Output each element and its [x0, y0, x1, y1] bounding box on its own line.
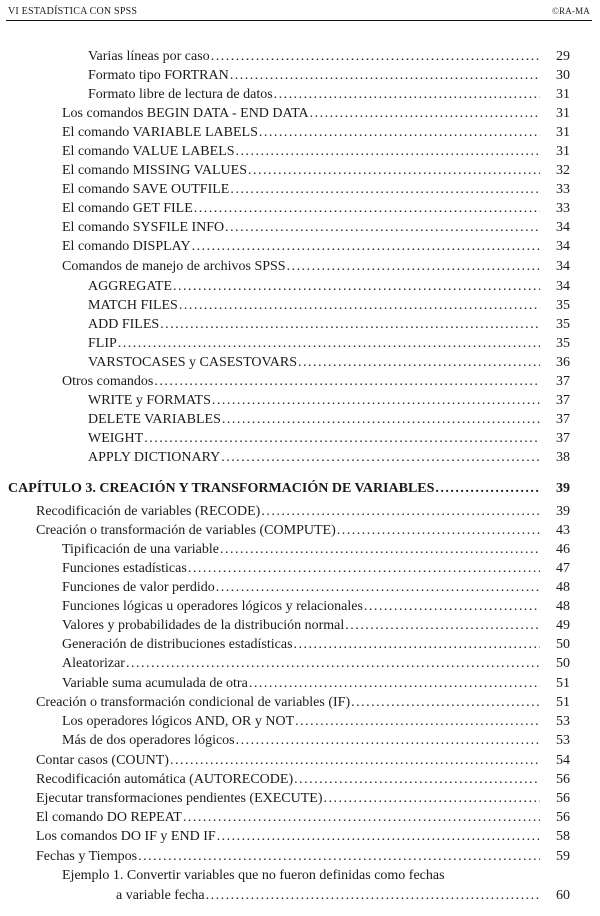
entry-title: Funciones lógicas u operadores lógicos y relacionales	[62, 599, 363, 614]
entry-title: Funciones estadísticas	[62, 561, 187, 576]
entry-title: Formato libre de lectura de datos	[88, 87, 273, 102]
page-number: 60	[556, 888, 570, 903]
dot-leader	[274, 87, 540, 103]
entry-title: AGGREGATE	[88, 279, 172, 294]
page-number: 51	[556, 695, 570, 710]
toc-entry[interactable]	[88, 390, 570, 409]
entry-title: ADD FILES	[88, 317, 160, 332]
entry-title: Recodificación automática (AUTORECODE)	[36, 772, 294, 787]
toc-entry[interactable]	[88, 428, 570, 447]
entry-title: Valores y probabilidades de la distribución normal	[62, 618, 345, 633]
entry-title: a variable fecha	[116, 888, 205, 903]
toc-chapter-heading[interactable]	[8, 478, 570, 497]
dot-leader	[248, 163, 540, 179]
toc-entry[interactable]	[88, 276, 570, 295]
entry-title: Comandos de manejo de archivos SPSS	[62, 259, 286, 274]
page-number: 43	[556, 523, 570, 538]
toc-entry[interactable]	[36, 520, 570, 539]
entry-title: Varias líneas por caso	[88, 49, 210, 64]
entry-title: Ejemplo 1. Convertir variables que no fueron definidas como fechas	[62, 868, 445, 883]
page-number: 47	[556, 561, 570, 576]
dot-leader	[212, 393, 540, 409]
entry-title: FLIP	[88, 336, 117, 351]
dot-leader	[249, 676, 540, 692]
toc-entry[interactable]	[62, 730, 570, 749]
page-number: 39	[556, 504, 570, 519]
toc-entry[interactable]	[88, 84, 570, 103]
entry-title: El comando DO REPEAT	[36, 810, 182, 825]
page-number: 35	[556, 298, 570, 313]
page-number: 36	[556, 355, 570, 370]
entry-title: WRITE y FORMATS	[88, 393, 211, 408]
toc-entry[interactable]	[62, 217, 570, 236]
entry-title: Los comandos DO IF y END IF	[36, 829, 216, 844]
running-header	[6, 6, 592, 21]
page-number: 35	[556, 317, 570, 332]
entry-title: El comando VARIABLE LABELS	[62, 125, 258, 140]
page-number: 38	[556, 450, 570, 465]
toc-entry[interactable]	[62, 103, 570, 122]
entry-title: Creación o transformación condicional de variables (IF)	[36, 695, 351, 710]
dot-leader	[221, 450, 540, 466]
toc-entry[interactable]	[88, 65, 570, 84]
toc-entry[interactable]	[62, 371, 570, 390]
toc-entry[interactable]	[36, 769, 570, 788]
dot-leader	[220, 542, 540, 558]
page-number: 53	[556, 733, 570, 748]
dot-leader	[225, 220, 540, 236]
toc-entry[interactable]	[88, 333, 570, 352]
toc-entry[interactable]	[88, 409, 570, 428]
entry-title: CAPÍTULO 3. CREACIÓN Y TRANSFORMACIÓN DE VARIABLES	[8, 481, 435, 496]
toc-entry[interactable]	[88, 46, 570, 65]
entry-title: El comando GET FILE	[62, 201, 193, 216]
entry-title: WEIGHT	[88, 431, 144, 446]
toc-entry[interactable]	[62, 653, 570, 672]
page-number: 48	[556, 580, 570, 595]
dot-leader	[188, 561, 540, 577]
dot-leader	[170, 753, 540, 769]
dot-leader	[261, 504, 540, 520]
page-number: 29	[556, 49, 570, 64]
toc-entry[interactable]	[62, 141, 570, 160]
toc-entry-line2[interactable]	[116, 885, 570, 904]
dot-leader	[259, 125, 540, 141]
entry-title: Recodificación de variables (RECODE)	[36, 504, 261, 519]
page-number: 46	[556, 542, 570, 557]
entry-title: El comando SYSFILE INFO	[62, 220, 225, 235]
dot-leader	[295, 714, 540, 730]
dot-leader	[294, 772, 540, 788]
dot-leader	[294, 637, 540, 653]
page-number: 54	[556, 753, 570, 768]
dot-leader	[230, 182, 540, 198]
dot-leader	[179, 298, 540, 314]
toc-entry-line1[interactable]	[62, 865, 570, 884]
entry-title: Creación o transformación de variables (COMPUTE)	[36, 523, 336, 538]
page-number: 31	[556, 144, 570, 159]
dot-leader	[126, 656, 540, 672]
toc-entry[interactable]	[62, 539, 570, 558]
page-number: 56	[556, 791, 570, 806]
page-number: 32	[556, 163, 570, 178]
page-number: 33	[556, 201, 570, 216]
entry-title: Formato tipo FORTRAN	[88, 68, 229, 83]
page-number: 58	[556, 829, 570, 844]
dot-leader	[222, 412, 540, 428]
toc-entry[interactable]	[88, 447, 570, 466]
page-number: 37	[556, 393, 570, 408]
page-number: 50	[556, 637, 570, 652]
page-number: 37	[556, 374, 570, 389]
entry-title: Más de dos operadores lógicos	[62, 733, 235, 748]
toc-entry[interactable]	[62, 673, 570, 692]
entry-title: Otros comandos	[62, 374, 154, 389]
dot-leader	[435, 481, 540, 497]
dot-leader	[118, 336, 540, 352]
dot-leader	[154, 374, 540, 390]
toc-entry[interactable]	[62, 160, 570, 179]
entry-title: Contar casos (COUNT)	[36, 753, 169, 768]
toc-entry[interactable]	[36, 846, 570, 865]
toc-entry[interactable]	[36, 826, 570, 845]
entry-title: El comando DISPLAY	[62, 239, 191, 254]
page-number: 30	[556, 68, 570, 83]
toc-entry[interactable]	[88, 314, 570, 333]
toc-entry[interactable]	[62, 236, 570, 255]
toc-entry[interactable]	[62, 596, 570, 615]
toc-entry[interactable]	[36, 750, 570, 769]
dot-leader	[138, 849, 540, 865]
header-book-title: VI ESTADÍSTICA CON SPSS	[8, 6, 138, 17]
dot-leader	[183, 810, 540, 826]
toc-entry[interactable]	[62, 634, 570, 653]
dot-leader	[160, 317, 540, 333]
dot-leader	[194, 201, 540, 217]
toc-entry[interactable]	[36, 501, 570, 520]
entry-title: Variable suma acumulada de otra	[62, 676, 248, 691]
dot-leader	[364, 599, 540, 615]
entry-title: APPLY DICTIONARY	[88, 450, 221, 465]
dot-leader	[351, 695, 540, 711]
dot-leader	[324, 791, 540, 807]
toc-entry[interactable]	[62, 577, 570, 596]
page-number: 34	[556, 239, 570, 254]
toc-entry[interactable]	[62, 558, 570, 577]
page-number: 33	[556, 182, 570, 197]
page-number: 56	[556, 772, 570, 787]
entry-title: Los comandos BEGIN DATA - END DATA	[62, 106, 309, 121]
entry-title: El comando VALUE LABELS	[62, 144, 235, 159]
entry-title: Funciones de valor perdido	[62, 580, 215, 595]
page-number: 37	[556, 431, 570, 446]
page-number: 59	[556, 849, 570, 864]
page-number: 53	[556, 714, 570, 729]
dot-leader	[144, 431, 540, 447]
dot-leader	[216, 580, 540, 596]
toc-entry[interactable]	[36, 807, 570, 826]
entry-title: Fechas y Tiempos	[36, 849, 138, 864]
page-number: 31	[556, 106, 570, 121]
toc-entry[interactable]	[62, 198, 570, 217]
dot-leader	[236, 733, 540, 749]
dot-leader	[173, 279, 540, 295]
entry-title: El comando SAVE OUTFILE	[62, 182, 230, 197]
dot-leader	[206, 888, 540, 904]
header-publisher: ©RA-MA	[551, 6, 590, 16]
dot-leader	[217, 829, 540, 845]
dot-leader	[236, 144, 540, 160]
dot-leader	[230, 68, 540, 84]
toc-entry[interactable]	[62, 122, 570, 141]
entry-title: DELETE VARIABLES	[88, 412, 221, 427]
toc-entry[interactable]	[88, 352, 570, 371]
dot-leader	[211, 49, 540, 65]
entry-title: El comando MISSING VALUES	[62, 163, 247, 178]
toc-entry[interactable]	[62, 256, 570, 275]
entry-title: Los operadores lógicos AND, OR y NOT	[62, 714, 295, 729]
page-number: 34	[556, 279, 570, 294]
toc-entry[interactable]	[36, 692, 570, 711]
entry-title: MATCH FILES	[88, 298, 178, 313]
page-number: 34	[556, 220, 570, 235]
dot-leader	[310, 106, 540, 122]
dot-leader	[298, 355, 540, 371]
dot-leader	[287, 259, 540, 275]
page-number: 35	[556, 336, 570, 351]
toc-entry[interactable]	[62, 615, 570, 634]
page-number: 31	[556, 87, 570, 102]
entry-title: Aleatorizar	[62, 656, 125, 671]
entry-title: VARSTOCASES y CASESTOVARS	[88, 355, 298, 370]
dot-leader	[192, 239, 540, 255]
dot-leader	[337, 523, 540, 539]
entry-title: Generación de distribuciones estadísticas	[62, 637, 293, 652]
toc-entry[interactable]	[36, 788, 570, 807]
page-number: 56	[556, 810, 570, 825]
page-number: 39	[556, 481, 570, 496]
page-number: 48	[556, 599, 570, 614]
page-number: 37	[556, 412, 570, 427]
toc-entry[interactable]	[88, 295, 570, 314]
page-number: 49	[556, 618, 570, 633]
page-number: 50	[556, 656, 570, 671]
entry-title: Tipificación de una variable	[62, 542, 219, 557]
entry-title: Ejecutar transformaciones pendientes (EXECUTE)	[36, 791, 323, 806]
toc-entry[interactable]	[62, 179, 570, 198]
dot-leader	[345, 618, 540, 634]
page-number: 34	[556, 259, 570, 274]
page-number: 31	[556, 125, 570, 140]
toc-entry[interactable]	[62, 711, 570, 730]
page-number: 51	[556, 676, 570, 691]
